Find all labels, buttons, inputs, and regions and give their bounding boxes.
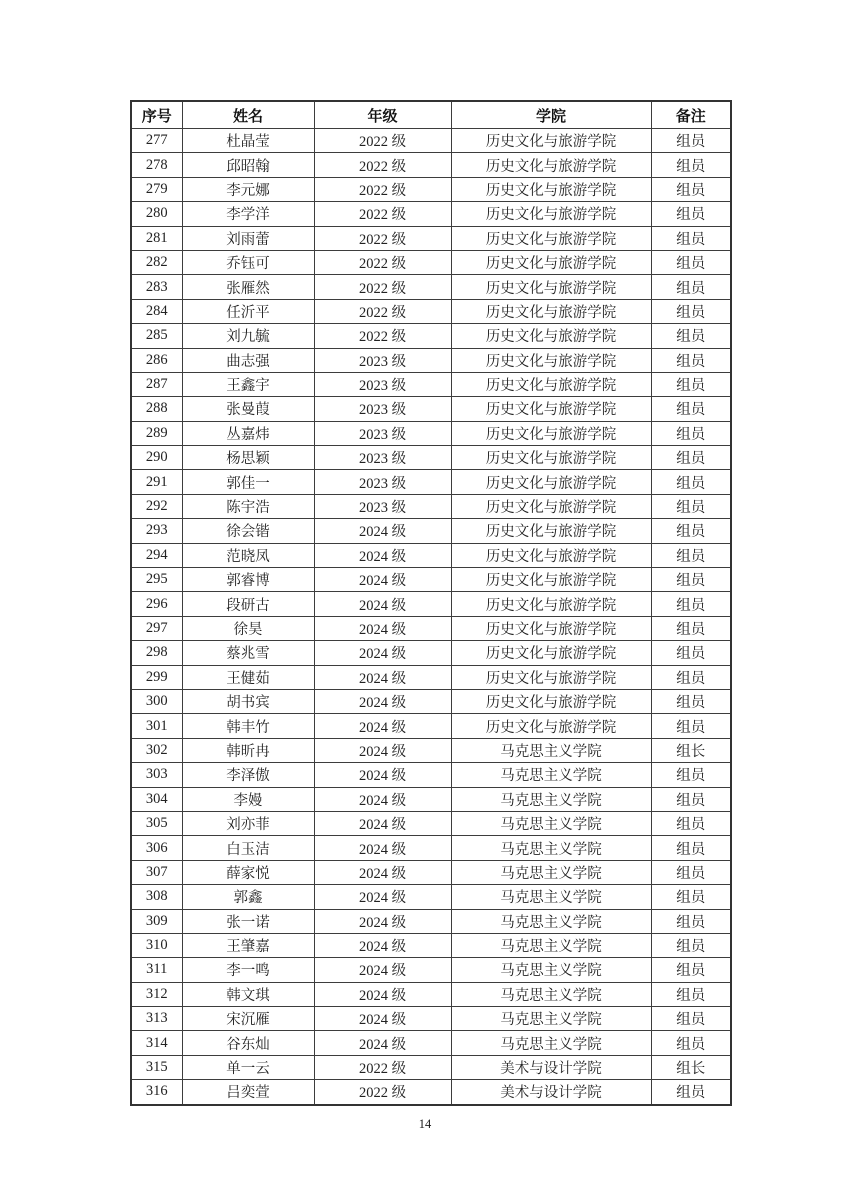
cell-serial: 285: [131, 324, 182, 348]
table-row: [131, 348, 731, 372]
cell-name: 郭佳一: [182, 470, 314, 494]
cell-remark: 组员: [651, 568, 731, 592]
cell-college: 历史文化与旅游学院: [451, 129, 651, 153]
cell-name: 薛家悦: [182, 860, 314, 884]
cell-grade: 2024 级: [314, 885, 451, 909]
table-row: [131, 616, 731, 640]
cell-grade: 2022 级: [314, 177, 451, 201]
cell-grade: 2024 级: [314, 616, 451, 640]
cell-college: 马克思主义学院: [451, 1031, 651, 1055]
cell-grade: 2024 级: [314, 543, 451, 567]
roster-table-body: [131, 129, 731, 1105]
cell-grade: 2022 级: [314, 1080, 451, 1105]
table-row: [131, 592, 731, 616]
cell-name: 杨思颖: [182, 446, 314, 470]
cell-grade: 2024 级: [314, 958, 451, 982]
cell-grade: 2023 级: [314, 372, 451, 396]
cell-grade: 2023 级: [314, 421, 451, 445]
cell-college: 马克思主义学院: [451, 982, 651, 1006]
cell-name: 韩昕冉: [182, 738, 314, 762]
cell-serial: 305: [131, 811, 182, 835]
cell-name: 郭鑫: [182, 885, 314, 909]
cell-grade: 2024 级: [314, 738, 451, 762]
cell-name: 李泽傲: [182, 763, 314, 787]
table-row: [131, 202, 731, 226]
cell-college: 马克思主义学院: [451, 885, 651, 909]
cell-remark: 组员: [651, 763, 731, 787]
table-row: [131, 299, 731, 323]
cell-grade: 2024 级: [314, 982, 451, 1006]
table-row: [131, 763, 731, 787]
cell-grade: 2022 级: [314, 250, 451, 274]
table-row: [131, 738, 731, 762]
cell-college: 历史文化与旅游学院: [451, 177, 651, 201]
cell-college: 历史文化与旅游学院: [451, 275, 651, 299]
table-row: [131, 494, 731, 518]
cell-grade: 2024 级: [314, 1031, 451, 1055]
cell-serial: 299: [131, 665, 182, 689]
cell-grade: 2023 级: [314, 470, 451, 494]
column-header-college: 学院: [451, 101, 651, 129]
cell-college: 历史文化与旅游学院: [451, 348, 651, 372]
cell-name: 范晓凤: [182, 543, 314, 567]
table-row: [131, 568, 731, 592]
cell-serial: 292: [131, 494, 182, 518]
cell-name: 张一诺: [182, 909, 314, 933]
cell-remark: 组员: [651, 494, 731, 518]
cell-name: 白玉洁: [182, 836, 314, 860]
cell-remark: 组员: [651, 299, 731, 323]
cell-remark: 组员: [651, 324, 731, 348]
cell-grade: 2024 级: [314, 592, 451, 616]
cell-remark: 组员: [651, 714, 731, 738]
cell-college: 历史文化与旅游学院: [451, 714, 651, 738]
cell-remark: 组员: [651, 519, 731, 543]
cell-name: 陈宇浩: [182, 494, 314, 518]
table-row: [131, 1055, 731, 1079]
cell-remark: 组员: [651, 958, 731, 982]
cell-grade: 2022 级: [314, 153, 451, 177]
cell-college: 历史文化与旅游学院: [451, 202, 651, 226]
cell-remark: 组员: [651, 348, 731, 372]
cell-name: 胡书宾: [182, 689, 314, 713]
cell-grade: 2023 级: [314, 446, 451, 470]
cell-serial: 297: [131, 616, 182, 640]
cell-remark: 组员: [651, 202, 731, 226]
cell-remark: 组员: [651, 543, 731, 567]
cell-serial: 313: [131, 1007, 182, 1031]
table-row: [131, 421, 731, 445]
table-row: [131, 372, 731, 396]
cell-serial: 316: [131, 1080, 182, 1105]
cell-remark: 组员: [651, 470, 731, 494]
cell-grade: 2022 级: [314, 129, 451, 153]
cell-college: 历史文化与旅游学院: [451, 250, 651, 274]
cell-serial: 306: [131, 836, 182, 860]
cell-grade: 2024 级: [314, 519, 451, 543]
cell-serial: 286: [131, 348, 182, 372]
cell-remark: 组员: [651, 275, 731, 299]
header-row: [131, 101, 731, 129]
cell-college: 历史文化与旅游学院: [451, 616, 651, 640]
cell-remark: 组员: [651, 982, 731, 1006]
cell-serial: 282: [131, 250, 182, 274]
cell-college: 历史文化与旅游学院: [451, 372, 651, 396]
cell-serial: 295: [131, 568, 182, 592]
cell-serial: 294: [131, 543, 182, 567]
cell-serial: 303: [131, 763, 182, 787]
cell-college: 历史文化与旅游学院: [451, 324, 651, 348]
roster-table: [130, 100, 732, 1106]
cell-name: 韩文琪: [182, 982, 314, 1006]
cell-grade: 2023 级: [314, 494, 451, 518]
cell-name: 邱昭翰: [182, 153, 314, 177]
table-row: [131, 275, 731, 299]
table-row: [131, 1080, 731, 1105]
cell-serial: 277: [131, 129, 182, 153]
cell-college: 马克思主义学院: [451, 836, 651, 860]
table-row: [131, 885, 731, 909]
cell-remark: 组员: [651, 421, 731, 445]
cell-serial: 280: [131, 202, 182, 226]
cell-serial: 315: [131, 1055, 182, 1079]
table-row: [131, 836, 731, 860]
cell-name: 李元娜: [182, 177, 314, 201]
cell-remark: 组员: [651, 250, 731, 274]
cell-name: 吕奕萱: [182, 1080, 314, 1105]
cell-name: 刘雨蕾: [182, 226, 314, 250]
cell-name: 李一鸣: [182, 958, 314, 982]
cell-remark: 组员: [651, 1031, 731, 1055]
cell-college: 历史文化与旅游学院: [451, 568, 651, 592]
cell-grade: 2024 级: [314, 665, 451, 689]
cell-college: 历史文化与旅游学院: [451, 641, 651, 665]
cell-college: 美术与设计学院: [451, 1055, 651, 1079]
cell-serial: 289: [131, 421, 182, 445]
column-header-grade: 年级: [314, 101, 451, 129]
cell-college: 马克思主义学院: [451, 763, 651, 787]
table-row: [131, 665, 731, 689]
cell-grade: 2024 级: [314, 641, 451, 665]
table-row: [131, 714, 731, 738]
cell-serial: 314: [131, 1031, 182, 1055]
cell-grade: 2022 级: [314, 202, 451, 226]
table-row: [131, 129, 731, 153]
cell-name: 任沂平: [182, 299, 314, 323]
cell-remark: 组员: [651, 909, 731, 933]
cell-grade: 2024 级: [314, 836, 451, 860]
cell-serial: 311: [131, 958, 182, 982]
cell-name: 刘九毓: [182, 324, 314, 348]
cell-serial: 301: [131, 714, 182, 738]
cell-remark: 组员: [651, 641, 731, 665]
cell-serial: 278: [131, 153, 182, 177]
cell-grade: 2024 级: [314, 787, 451, 811]
cell-name: 谷东灿: [182, 1031, 314, 1055]
cell-name: 王健茹: [182, 665, 314, 689]
cell-remark: 组员: [651, 787, 731, 811]
cell-name: 单一云: [182, 1055, 314, 1079]
cell-grade: 2023 级: [314, 348, 451, 372]
cell-college: 历史文化与旅游学院: [451, 665, 651, 689]
cell-grade: 2024 级: [314, 860, 451, 884]
table-row: [131, 250, 731, 274]
column-header-serial: 序号: [131, 101, 182, 129]
cell-serial: 310: [131, 933, 182, 957]
table-row: [131, 177, 731, 201]
column-header-name: 姓名: [182, 101, 314, 129]
cell-grade: 2024 级: [314, 811, 451, 835]
cell-grade: 2024 级: [314, 568, 451, 592]
cell-grade: 2024 级: [314, 714, 451, 738]
cell-remark: 组员: [651, 933, 731, 957]
table-row: [131, 811, 731, 835]
cell-name: 郭睿博: [182, 568, 314, 592]
cell-grade: 2022 级: [314, 226, 451, 250]
table-row: [131, 1007, 731, 1031]
cell-name: 宋沉雁: [182, 1007, 314, 1031]
table-row: [131, 689, 731, 713]
cell-grade: 2022 级: [314, 1055, 451, 1079]
cell-grade: 2024 级: [314, 1007, 451, 1031]
cell-name: 王鑫宇: [182, 372, 314, 396]
cell-college: 马克思主义学院: [451, 738, 651, 762]
cell-grade: 2022 级: [314, 324, 451, 348]
cell-name: 曲志强: [182, 348, 314, 372]
cell-college: 马克思主义学院: [451, 933, 651, 957]
cell-college: 历史文化与旅游学院: [451, 494, 651, 518]
cell-remark: 组员: [651, 177, 731, 201]
cell-name: 韩丰竹: [182, 714, 314, 738]
cell-name: 王肇嘉: [182, 933, 314, 957]
cell-grade: 2022 级: [314, 299, 451, 323]
cell-serial: 279: [131, 177, 182, 201]
cell-grade: 2024 级: [314, 689, 451, 713]
table-row: [131, 860, 731, 884]
cell-college: 历史文化与旅游学院: [451, 421, 651, 445]
cell-name: 杜晶莹: [182, 129, 314, 153]
cell-remark: 组员: [651, 1080, 731, 1105]
table-row: [131, 543, 731, 567]
cell-college: 历史文化与旅游学院: [451, 689, 651, 713]
cell-remark: 组员: [651, 446, 731, 470]
cell-name: 徐昊: [182, 616, 314, 640]
cell-name: 张雁然: [182, 275, 314, 299]
cell-serial: 312: [131, 982, 182, 1006]
cell-grade: 2024 级: [314, 909, 451, 933]
table-row: [131, 397, 731, 421]
cell-grade: 2024 级: [314, 933, 451, 957]
cell-serial: 281: [131, 226, 182, 250]
cell-name: 蔡兆雪: [182, 641, 314, 665]
cell-remark: 组员: [651, 372, 731, 396]
table-row: [131, 153, 731, 177]
cell-college: 历史文化与旅游学院: [451, 299, 651, 323]
cell-remark: 组长: [651, 1055, 731, 1079]
cell-serial: 293: [131, 519, 182, 543]
table-row: [131, 470, 731, 494]
cell-college: 马克思主义学院: [451, 1007, 651, 1031]
roster-table-header: [131, 101, 731, 129]
table-row: [131, 324, 731, 348]
table-row: [131, 519, 731, 543]
cell-grade: 2022 级: [314, 275, 451, 299]
table-row: [131, 226, 731, 250]
column-header-remark: 备注: [651, 101, 731, 129]
cell-remark: 组员: [651, 592, 731, 616]
cell-college: 马克思主义学院: [451, 958, 651, 982]
table-row: [131, 787, 731, 811]
cell-remark: 组员: [651, 153, 731, 177]
cell-serial: 302: [131, 738, 182, 762]
cell-serial: 309: [131, 909, 182, 933]
cell-grade: 2024 级: [314, 763, 451, 787]
cell-serial: 298: [131, 641, 182, 665]
cell-grade: 2023 级: [314, 397, 451, 421]
cell-college: 马克思主义学院: [451, 787, 651, 811]
cell-name: 张曼葭: [182, 397, 314, 421]
table-row: [131, 933, 731, 957]
cell-remark: 组员: [651, 689, 731, 713]
cell-serial: 284: [131, 299, 182, 323]
cell-college: 马克思主义学院: [451, 811, 651, 835]
cell-college: 马克思主义学院: [451, 909, 651, 933]
cell-serial: 296: [131, 592, 182, 616]
table-row: [131, 1031, 731, 1055]
cell-name: 刘亦菲: [182, 811, 314, 835]
cell-college: 历史文化与旅游学院: [451, 470, 651, 494]
table-row: [131, 958, 731, 982]
cell-name: 乔钰可: [182, 250, 314, 274]
cell-college: 马克思主义学院: [451, 860, 651, 884]
table-row: [131, 909, 731, 933]
cell-name: 徐会锴: [182, 519, 314, 543]
cell-remark: 组员: [651, 836, 731, 860]
cell-college: 历史文化与旅游学院: [451, 519, 651, 543]
cell-college: 历史文化与旅游学院: [451, 153, 651, 177]
cell-college: 历史文化与旅游学院: [451, 226, 651, 250]
cell-serial: 300: [131, 689, 182, 713]
cell-serial: 290: [131, 446, 182, 470]
cell-college: 历史文化与旅游学院: [451, 397, 651, 421]
cell-college: 历史文化与旅游学院: [451, 446, 651, 470]
cell-serial: 283: [131, 275, 182, 299]
cell-college: 历史文化与旅游学院: [451, 592, 651, 616]
cell-remark: 组员: [651, 665, 731, 689]
cell-remark: 组员: [651, 397, 731, 421]
cell-serial: 308: [131, 885, 182, 909]
cell-remark: 组员: [651, 226, 731, 250]
cell-serial: 288: [131, 397, 182, 421]
cell-serial: 287: [131, 372, 182, 396]
cell-college: 历史文化与旅游学院: [451, 543, 651, 567]
cell-name: 李学洋: [182, 202, 314, 226]
cell-remark: 组员: [651, 129, 731, 153]
cell-remark: 组员: [651, 885, 731, 909]
cell-name: 丛嘉炜: [182, 421, 314, 445]
cell-remark: 组员: [651, 860, 731, 884]
cell-serial: 307: [131, 860, 182, 884]
cell-remark: 组员: [651, 616, 731, 640]
cell-serial: 291: [131, 470, 182, 494]
table-row: [131, 446, 731, 470]
cell-remark: 组员: [651, 1007, 731, 1031]
table-row: [131, 641, 731, 665]
cell-name: 李嫚: [182, 787, 314, 811]
cell-remark: 组长: [651, 738, 731, 762]
cell-remark: 组员: [651, 811, 731, 835]
cell-serial: 304: [131, 787, 182, 811]
cell-name: 段研古: [182, 592, 314, 616]
table-row: [131, 982, 731, 1006]
cell-college: 美术与设计学院: [451, 1080, 651, 1105]
page-number: 14: [418, 1117, 432, 1131]
